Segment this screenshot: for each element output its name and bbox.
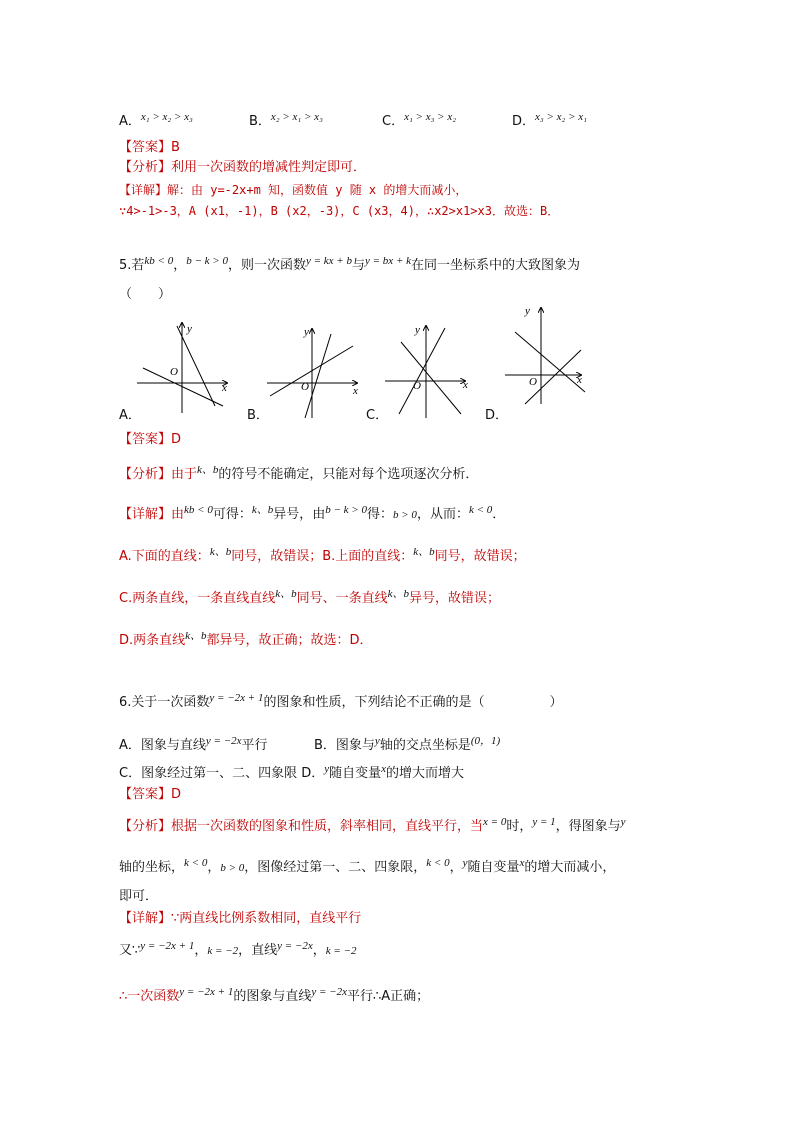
q4-option-a-expr: x₁ > x₂ > x₃: [140, 111, 193, 123]
q6-option-d: D．$^y$随自变量$^x$的增大而增大: [301, 763, 465, 781]
q6-option-a: A．图象与直线$^{y = -2x}$平行: [119, 735, 268, 753]
q4-option-c: C．$^{x_1 > x_3 > x_2}$: [382, 111, 457, 129]
graph-d-label: D．: [485, 408, 509, 423]
line-2: [177, 326, 215, 406]
q5-analysis: 【分析】由于$^{k、b}$的符号不能确定，只能对每个选项逐次分析．: [119, 464, 479, 482]
q4-option-b-expr: x₂ > x₁ > x₃: [270, 111, 323, 123]
graph-d: [503, 306, 603, 406]
q4-option-c-expr: x₁ > x₃ > x₂: [404, 111, 457, 123]
y-label: y: [304, 326, 309, 338]
origin-label: O: [301, 381, 309, 393]
graph-a-label: A．: [119, 408, 141, 423]
q4-answer: 【答案】B: [119, 140, 180, 155]
q5-line-d: D.两条直线$^{k、b}$都异号，故正确；故选：D．: [119, 630, 373, 648]
y-label: y: [187, 323, 192, 335]
line-2: [305, 334, 331, 418]
q6-option-cd: [119, 763, 465, 782]
q6-analysis-3: 即可．: [119, 889, 159, 904]
q4-option-d-expr: x₃ > x₂ > x₁: [535, 111, 587, 123]
y-label: y: [525, 305, 530, 317]
q6-option-b: B．图象与$^y$轴的交点坐标是$^{(0,1)}$: [314, 735, 501, 753]
q6-detail-2: 又∵$^{y = -2x + 1}$，k = −2，直线$^{y = -2x}$，k = −2: [119, 940, 357, 958]
x-label: x: [463, 379, 468, 391]
q5-stem: 5.若$^{kb < 0}$，$^{b - k > 0}$，则一次函数$^{y = kx + b}$与$^{y = bx + k}$在同一坐标系中的大致图象为: [119, 255, 581, 273]
q4-analysis: 【分析】利用一次函数的增减性判定即可．: [119, 160, 367, 175]
q6-stem: 6.关于一次函数$^{y = -2x + 1}$的图象和性质，下列结论不正确的是（ ）: [119, 692, 563, 710]
line-2: [399, 328, 445, 414]
q6-detail-3: ∴一次函数$^{y = -2x + 1}$的图象与直线$^{y = -2x}$平行∴A正确；: [119, 986, 430, 1004]
q6-analysis-1: 【分析】根据一次函数的图象和性质，斜率相同，直线平行，当$^{x = 0}$时，$^{y = 1}$，得图象与$^y$: [119, 816, 626, 834]
graph-c: [383, 322, 483, 422]
q4-detail-1: 【详解】解：由 y=-2x+m 知，函数值 y 随 x 的增大而减小，: [119, 183, 468, 197]
origin-label: O: [413, 380, 421, 392]
graph-b-label: B．: [247, 408, 269, 423]
q5-detail: 【详解】由$^{kb < 0}$可得：$^{k、b}$异号，由$^{b - k > 0}$得：b > 0，从而：$^{k < 0}$．: [119, 504, 506, 522]
q4-detail-2: ∵4>-1>-3，A (x1，-1)，B (x2，-3)，C (x3，4)，∴x2>x1>x3．故选：B．: [119, 204, 560, 218]
q6-answer: 【答案】D: [119, 787, 182, 802]
q6-option-c: C．图象经过第一、二、四象限: [119, 766, 298, 781]
q5-paren: （ ）: [119, 287, 172, 302]
line-1: [401, 342, 461, 414]
y-label: y: [415, 324, 420, 336]
q5-line-ab: A.下面的直线：$^{k、b}$同号，故错误；B.上面的直线：$^{k、b}$同号，故错误；: [119, 546, 526, 564]
graph-b: [265, 326, 365, 426]
x-label: x: [353, 385, 358, 397]
q4-option-d: D．$^{x_3 > x_2 > x_1}$: [512, 111, 587, 129]
q4-option-b: B．$^{x_2 > x_1 > x_3}$: [249, 111, 323, 129]
origin-label: O: [529, 376, 537, 388]
graph-a: [135, 318, 235, 418]
graph-c-label: C．: [366, 408, 389, 423]
origin-label: O: [170, 366, 178, 378]
q5-answer: 【答案】D: [119, 432, 182, 447]
q6-analysis-2: 轴的坐标，$^{k < 0}$，b > 0，图像经过第一、二、四象限，$^{k < 0}$，$^y$随自变量$^x$的增大而减小，: [119, 857, 616, 875]
x-label: x: [577, 374, 582, 386]
q5-line-c: C.两条直线，一条直线直线$^{k、b}$同号、一条直线$^{k、b}$异号，故错误；: [119, 588, 501, 606]
x-label: x: [222, 382, 227, 394]
line-1: [143, 368, 223, 406]
line-1: [515, 332, 585, 392]
q6-detail-1: 【详解】∵两直线比例系数相同，直线平行: [119, 911, 362, 926]
q4-option-a: A．$^{x_1 > x_2 > x_3}$: [119, 111, 193, 129]
